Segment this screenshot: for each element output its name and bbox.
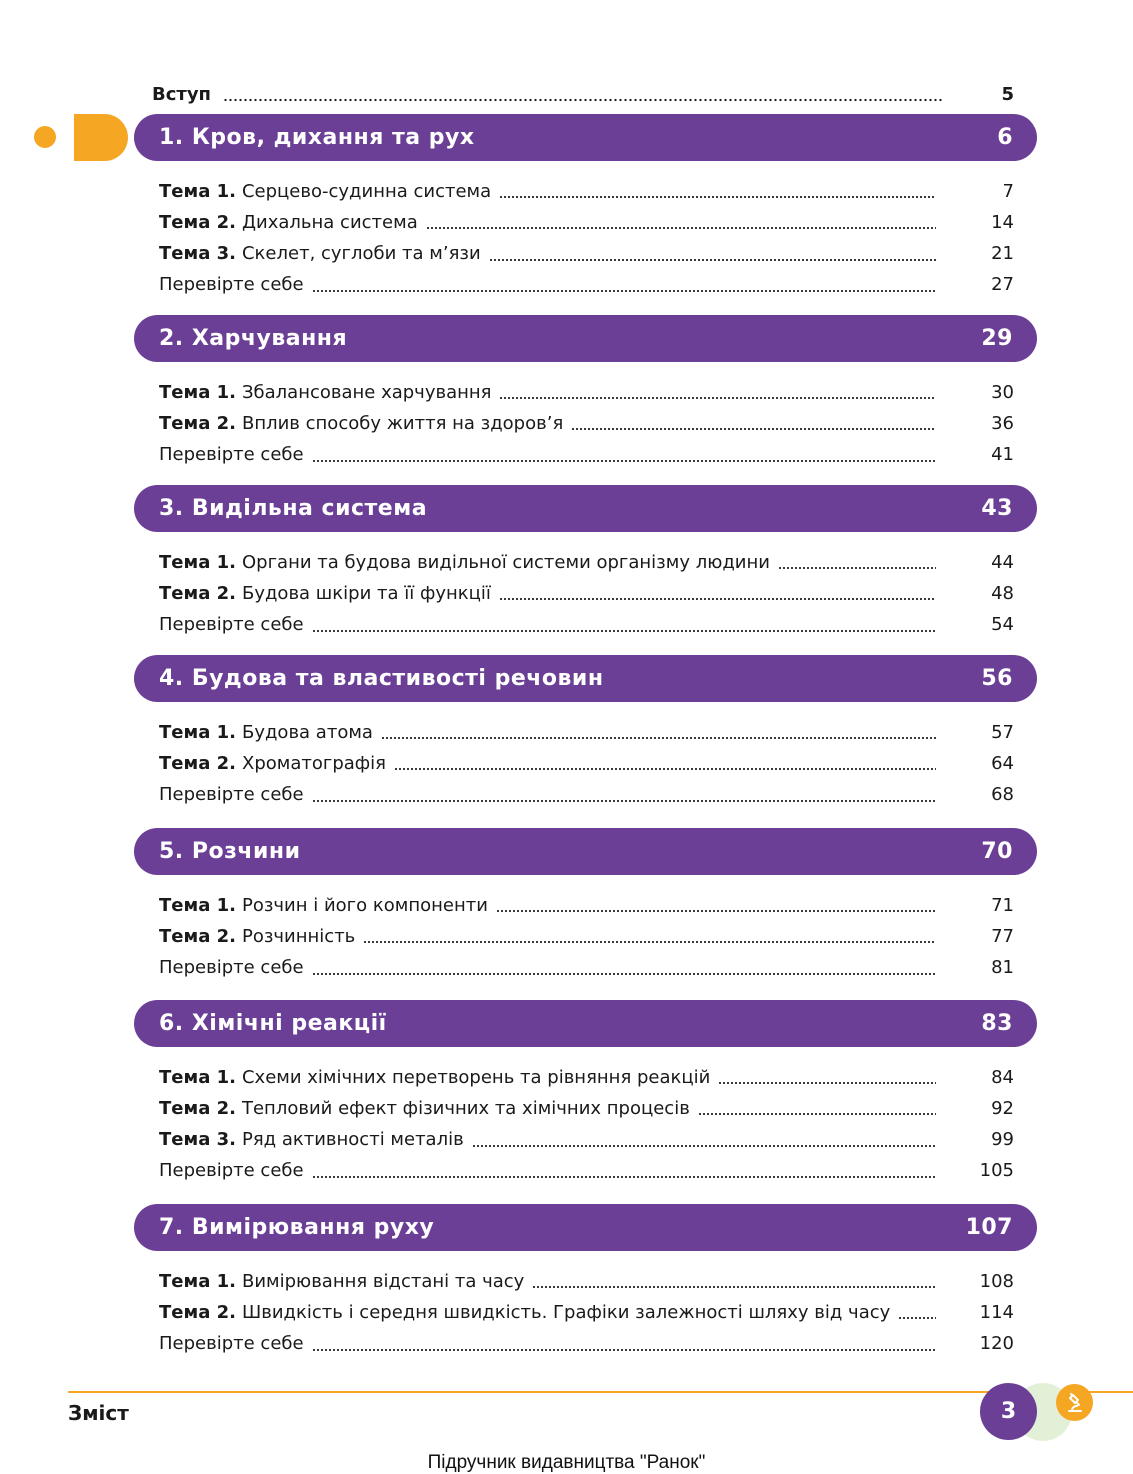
dot-leader — [499, 597, 936, 601]
topic-number: Тема 2. — [159, 1097, 236, 1119]
topic-page: 41 — [991, 444, 1014, 466]
dot-leader — [489, 258, 936, 262]
topic-page: 114 — [979, 1301, 1014, 1323]
toc-entry[interactable] — [159, 1158, 1014, 1184]
toc-entry[interactable] — [159, 1095, 1014, 1121]
section-page: 83 — [981, 1011, 1013, 1036]
topic-title: Скелет, суглоби та м’язи — [241, 243, 481, 265]
toc-entry[interactable] — [159, 1127, 1014, 1153]
topic-title: Перевірте себе — [159, 444, 304, 466]
topic-title: Розчинність — [241, 925, 356, 947]
toc-entry[interactable] — [159, 719, 1014, 745]
toc-entry[interactable] — [159, 379, 1014, 405]
section-title: 2. Харчування — [159, 326, 348, 351]
topic-title: Перевірте себе — [159, 957, 304, 979]
page-number-badge: 3 — [980, 1383, 1037, 1440]
toc-entry[interactable] — [159, 272, 1014, 298]
topic-title: Хроматографія — [241, 752, 386, 774]
intro-label: Вступ — [152, 83, 211, 105]
topic-page: 64 — [991, 752, 1014, 774]
section-header[interactable] — [134, 114, 1037, 161]
publisher-credit: Підручник видавництва "Ранок" — [427, 1452, 706, 1473]
topic-title: Дихальна система — [241, 211, 418, 233]
section-page: 6 — [997, 125, 1013, 150]
topic-title: Серцево-судинна система — [241, 180, 492, 202]
topic-page: 27 — [991, 274, 1014, 296]
topic-number: Тема 2. — [159, 412, 236, 434]
section-header[interactable] — [134, 828, 1037, 875]
dot-leader — [312, 289, 936, 293]
topic-title: Схеми хімічних перетворень та рівняння реакцій — [241, 1066, 711, 1088]
section-page: 56 — [981, 666, 1013, 691]
section-header[interactable] — [134, 315, 1037, 362]
topic-page: 14 — [991, 211, 1014, 233]
section-title: 1. Кров, дихання та рух — [159, 125, 475, 150]
section-title: 4. Будова та властивості речовин — [159, 666, 604, 691]
footer-label: Зміст — [68, 1401, 129, 1425]
dot-leader — [312, 629, 936, 633]
dot-leader — [499, 396, 936, 400]
topic-page: 105 — [979, 1160, 1014, 1182]
dot-leader — [312, 1348, 936, 1352]
topic-title: Ряд активності металів — [241, 1129, 464, 1151]
topic-page: 108 — [979, 1270, 1014, 1292]
toc-entry[interactable] — [159, 549, 1014, 575]
orange-dot-decoration — [34, 126, 56, 148]
topic-page: 54 — [991, 614, 1014, 636]
toc-entry[interactable] — [159, 410, 1014, 436]
dot-leader — [496, 909, 936, 913]
toc-entry[interactable] — [159, 750, 1014, 776]
topic-page: 84 — [991, 1066, 1014, 1088]
dot-leader — [312, 799, 936, 803]
topic-title: Перевірте себе — [159, 784, 304, 806]
topic-number: Тема 1. — [159, 894, 236, 916]
dot-leader — [571, 427, 936, 431]
topic-page: 30 — [991, 381, 1014, 403]
topic-title: Перевірте себе — [159, 1160, 304, 1182]
section-header[interactable] — [134, 655, 1037, 702]
section-page: 107 — [965, 1215, 1013, 1240]
topic-title: Тепловий ефект фізичних та хімічних процесів — [241, 1097, 690, 1119]
section-header[interactable] — [134, 485, 1037, 532]
section-page: 43 — [981, 496, 1013, 521]
topic-number: Тема 2. — [159, 1301, 236, 1323]
dot-leader — [312, 459, 936, 463]
toc-entry[interactable] — [159, 955, 1014, 981]
intro-page: 5 — [1001, 83, 1014, 105]
section-header[interactable] — [134, 1204, 1037, 1251]
topic-title: Перевірте себе — [159, 1333, 304, 1355]
toc-entry[interactable] — [159, 178, 1014, 204]
dot-leader — [718, 1081, 936, 1085]
section-title: 6. Хімічні реакції — [159, 1011, 387, 1036]
dot-leader — [898, 1316, 935, 1320]
dot-leader — [778, 566, 936, 570]
toc-entry[interactable] — [159, 1268, 1014, 1294]
topic-page: 36 — [991, 412, 1014, 434]
dot-leader — [532, 1285, 935, 1289]
topic-number: Тема 3. — [159, 243, 236, 265]
topic-number: Тема 3. — [159, 1129, 236, 1151]
topic-number: Тема 1. — [159, 180, 236, 202]
topic-number: Тема 2. — [159, 582, 236, 604]
topic-title: Вимірювання відстані та часу — [241, 1270, 525, 1292]
microscope-icon — [1056, 1384, 1093, 1421]
topic-number: Тема 1. — [159, 381, 236, 403]
topic-number: Тема 1. — [159, 1270, 236, 1292]
topic-page: 81 — [991, 957, 1014, 979]
topic-title: Розчин і його компоненти — [241, 894, 488, 916]
toc-entry[interactable] — [159, 1299, 1014, 1325]
dot-leader — [312, 972, 936, 976]
dot-leader — [312, 1175, 936, 1179]
topic-page: 57 — [991, 721, 1014, 743]
dot-leader — [394, 767, 936, 771]
section-title: 3. Видільна система — [159, 496, 428, 521]
dot-leader — [499, 195, 936, 199]
toc-entry[interactable] — [159, 782, 1014, 808]
toc-entry[interactable] — [159, 241, 1014, 267]
orange-tab-decoration — [74, 114, 128, 161]
topic-number: Тема 1. — [159, 551, 236, 573]
topic-page: 44 — [991, 551, 1014, 573]
toc-entry[interactable] — [159, 1064, 1014, 1090]
section-title: 7. Вимірювання руху — [159, 1215, 435, 1240]
section-header[interactable] — [134, 1000, 1037, 1047]
topic-number: Тема 2. — [159, 925, 236, 947]
toc-entry[interactable] — [159, 442, 1014, 468]
topic-page: 68 — [991, 784, 1014, 806]
toc-entry[interactable] — [159, 1331, 1014, 1357]
toc-entry[interactable] — [159, 580, 1014, 606]
topic-page: 77 — [991, 925, 1014, 947]
dot-leader — [223, 98, 943, 102]
topic-page: 21 — [991, 243, 1014, 265]
dot-leader — [472, 1144, 936, 1148]
dot-leader — [381, 736, 936, 740]
toc-entry[interactable] — [159, 612, 1014, 638]
topic-page: 7 — [1002, 180, 1014, 202]
topic-title: Швидкість і середня швидкість. Графіки залежності шляху від часу — [241, 1301, 891, 1323]
footer-divider — [68, 1391, 1133, 1393]
topic-title: Будова атома — [241, 721, 373, 743]
section-title: 5. Розчини — [159, 839, 301, 864]
topic-title: Будова шкіри та її функції — [241, 582, 491, 604]
section-page: 70 — [981, 839, 1013, 864]
topic-page: 120 — [979, 1333, 1014, 1355]
topic-title: Органи та будова видільної системи організму людини — [241, 551, 770, 573]
dot-leader — [698, 1112, 936, 1116]
topic-page: 71 — [991, 894, 1014, 916]
topic-title: Вплив способу життя на здоров’я — [241, 412, 564, 434]
intro-row[interactable] — [152, 82, 1014, 106]
topic-page: 92 — [991, 1097, 1014, 1119]
section-page: 29 — [981, 326, 1013, 351]
topic-page: 48 — [991, 582, 1014, 604]
toc-entry[interactable] — [159, 892, 1014, 918]
toc-entry[interactable] — [159, 209, 1014, 235]
topic-number: Тема 2. — [159, 211, 236, 233]
topic-number: Тема 1. — [159, 721, 236, 743]
topic-number: Тема 2. — [159, 752, 236, 774]
topic-title: Перевірте себе — [159, 274, 304, 296]
toc-entry[interactable] — [159, 923, 1014, 949]
topic-title: Перевірте себе — [159, 614, 304, 636]
topic-page: 99 — [991, 1129, 1014, 1151]
topic-number: Тема 1. — [159, 1066, 236, 1088]
dot-leader — [426, 226, 936, 230]
dot-leader — [363, 940, 936, 944]
topic-title: Збалансоване харчування — [241, 381, 492, 403]
